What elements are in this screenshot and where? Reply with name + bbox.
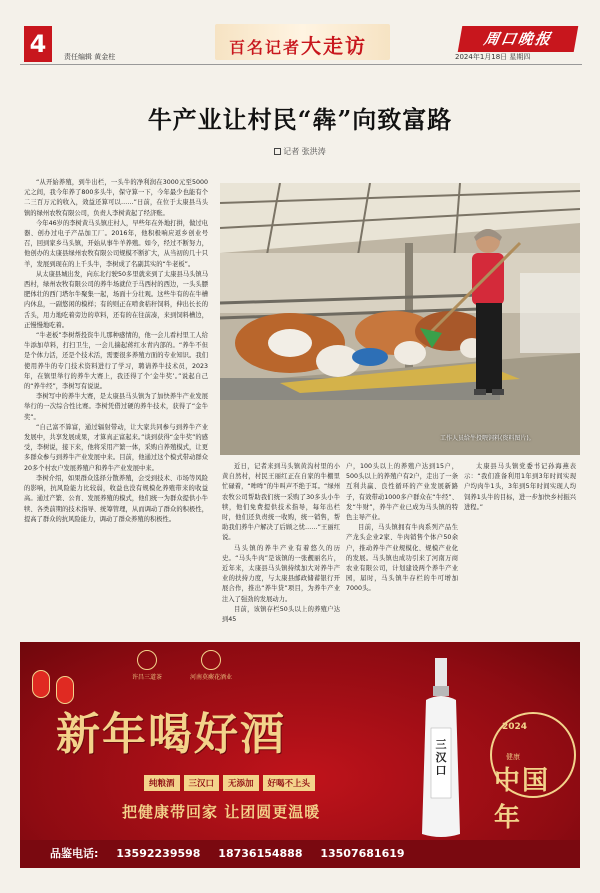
newspaper-brand: 周口晚报 xyxy=(458,26,579,52)
hotline-phone: 18736154888 xyxy=(218,847,303,860)
paragraph: 太康县马头镇党委书记孙海燕表示：“我们准备利用1年到3年时间实现户均肉牛1头，3年到5年时间实现人均饲养1头牛的目标，进一步加快乡村振兴进程。” xyxy=(464,463,576,511)
dateline: 2024年1月18日 星期四 xyxy=(455,53,531,61)
paragraph: 目前，该镇存栏50头以上的养殖户达到45 xyxy=(222,605,340,624)
hotline-phone: 13507681619 xyxy=(320,847,405,860)
badge-year: 2024 xyxy=(502,722,528,732)
section-logo-part2: 大走访 xyxy=(301,34,368,58)
ad-logo-right-text: 河南莫蕨花酒业 xyxy=(190,674,233,681)
editor-credits: 责任编辑 黄金柱 xyxy=(64,53,116,61)
paragraph: “从开始养殖，到牛出栏，一头牛的净利润在3000元至5000元之间，我今年养了800多头牛，保守算一下，今年最少也能有个二三百万元的收入，效益还算可以……”日前，在位于太康县马头镇的绿州农牧有限公司，负责人李树黄起了经济账。 xyxy=(24,179,208,217)
paragraph: 李树介绍，如果群众选择分散养殖，会受到技术、市场等风险的影响，抗风险能力比较弱，收益也没有规模化养殖带来的收益高。通过产繁、公育、发展养殖的模式，他们统一为群众提供小牛犊、各类前期的技术指导、统筹管理，从而调动了群众的积极性，提高了群众的抗风险能力，调动了群众养殖的积极性。 xyxy=(24,474,208,523)
liquor-advertisement xyxy=(20,642,580,868)
china-new-year-badge xyxy=(490,712,576,833)
article-photo xyxy=(220,183,580,455)
byline xyxy=(0,146,600,157)
ad-tag: 好喝不上头 xyxy=(263,775,316,791)
badge-sub: 健康 xyxy=(506,753,520,761)
byline-text: 记者 张洪涛 xyxy=(283,147,326,156)
page-number: 4 xyxy=(24,26,52,62)
brand-seal-icon xyxy=(201,650,221,670)
hotline-label: 品鉴电话: xyxy=(50,847,99,860)
section-logo xyxy=(215,24,390,60)
headline: 牛产业让村民“犇”向致富路 xyxy=(147,105,453,134)
paragraph: “自己富不算富，通过辐射带动，让大家共同参与到养牛产业发展中，共享发展成果，才算真正富起来。”谈到获得“金牛奖”的感受，李树说，接下来，他将采用产繁一体，采购自养殖模式，让更多群众参与到养牛产业发展中来。目前，他通过这个模式带动群众20多个村农户发展养殖户和养牛产业发展中来。 xyxy=(24,423,208,472)
hotline-phone: 13592239598 xyxy=(116,847,201,860)
paragraph: “牛老板”李树帮投资牛儿那种感情的，他一会儿看村里工人给牛添加草料，打扫卫生，一会儿揣起蒋红水青内部的。“养牛不但是个体力活，还是个技术活，需要很多养殖方面的专业知识。我们使用养牛的专门技术资料进行了学习，聘请养牛技术员，2023年，在镇里举行的养牛大赛上，我还得了个‘金牛奖’。”说起自己的“养牛经”，李树写有说说。 xyxy=(24,332,208,391)
paragraph: 近日，记者来到马头镇黄沟村里的小黄自然村，村民王丽红正在自家的牛棚里忙碌着，“哞哞”的牛叫声不绝于耳。“绿州农牧公司帮助我们统一采购了30多头小牛犊，他们免费提供技术指导，每年出栏时，他们还负责统一收购，统一销售，帮助我们养牛户解决了后顾之忧……”王丽红说。 xyxy=(222,463,340,542)
ad-logo-right xyxy=(190,650,232,681)
badge-main: 中国年 xyxy=(494,766,551,833)
bottle-label: 三汉口 xyxy=(435,738,447,777)
article-column-3 xyxy=(346,462,458,632)
ad-tagline: 把健康带回家 让团圆更温暖 xyxy=(122,803,321,821)
section-logo-part1: 百名记者 xyxy=(229,38,302,57)
ad-slogan: 新年喝好酒 xyxy=(56,709,286,760)
ad-logo-left xyxy=(132,650,162,681)
paragraph: 今年46岁的李树黄马头镇庄村人，早些年在外地打拼，做过电器、创办过电子产品加工厂。2016年，他积极响应返乡创业号召，回到家乡马头镇，开始从事牛羊养殖。如今，经过不断努力，他创办的太康县绿州农牧有限公司规模不断扩大，从当初的几十只羊，发展到现在的上千头牛，李树成了名副其实的“牛老板”。 xyxy=(24,219,208,268)
paragraph: 目前，马头镇拥有牛肉系列产品生产龙头企业2家、牛肉销售个体户50余户，推动养牛产业规模化、规模产业化的发展。马头镇也成功引来了河南万商农业有限公司，计划建设两个养牛产业园，届时，马头镇牛存栏的牛可增加7000头。 xyxy=(346,524,458,593)
ad-logos xyxy=(132,650,232,681)
article-column-1 xyxy=(24,178,208,633)
ad-hotline xyxy=(20,840,580,868)
photo-caption: 工作人员给牛投喂饲料(资料图片)。 xyxy=(440,435,535,442)
paragraph: 李树写中的养牛大赛，是太康县马头镇为了加快养牛产业发展举行的一次综合性比赛。李树凭借过硬的养牛技术，获得了“金牛奖”。 xyxy=(24,393,208,421)
header-divider xyxy=(20,64,582,65)
ad-tag: 无添加 xyxy=(223,775,259,791)
ad-tags xyxy=(144,775,315,791)
ad-tag: 三汉口 xyxy=(184,775,220,791)
paragraph: 马头镇的养牛产业有着悠久的历史。“马头牛肉”是该镇的一张靓丽名片，近年来，太康县马头镇持续加大对养牛产业的扶持力度，与太康县邮政储蓄银行开展合作，推出“养牛贷”项目，为养牛产业注入了强劲的发展动力。 xyxy=(222,544,340,603)
brand-seal-icon xyxy=(137,650,157,670)
ad-tag: 纯粮酒 xyxy=(144,775,180,791)
article-column-2 xyxy=(222,462,340,632)
section-logo-text xyxy=(229,30,367,59)
ad-logo-left-text: 许昌三道茶 xyxy=(132,674,163,681)
paragraph: 从太康县城出发，向东北行驶50多里就来到了太康县马头镇马西村，绿州农牧有限公司的养牛场就位于马西村的西边，一头头膘肥体壮的西门塔尔牛聚集一起，场面十分壮观。这些牛有的在牛槽内休息，一副悠闲的模样；有的则正在啃食秸秆饲料，伸出长长的舌头，用力地吃着旁边的草料，还有的在往前凑，来到饲料槽边，正慢慢地吃着。 xyxy=(24,270,208,329)
article-column-4 xyxy=(464,462,576,632)
paragraph: 户，100头以上的养殖户达到15户，500头以上的养殖户有2户，走出了一条互利共赢、良性循环的产业发展新路子，有效带动1000多户群众在“牛经”、发“牛财”，养牛产业已成为马头镇的特色主导产业。 xyxy=(346,463,458,522)
lantern-icon xyxy=(32,670,50,698)
byline-box-icon xyxy=(274,148,281,155)
cattle-barn-illustration xyxy=(220,183,580,455)
